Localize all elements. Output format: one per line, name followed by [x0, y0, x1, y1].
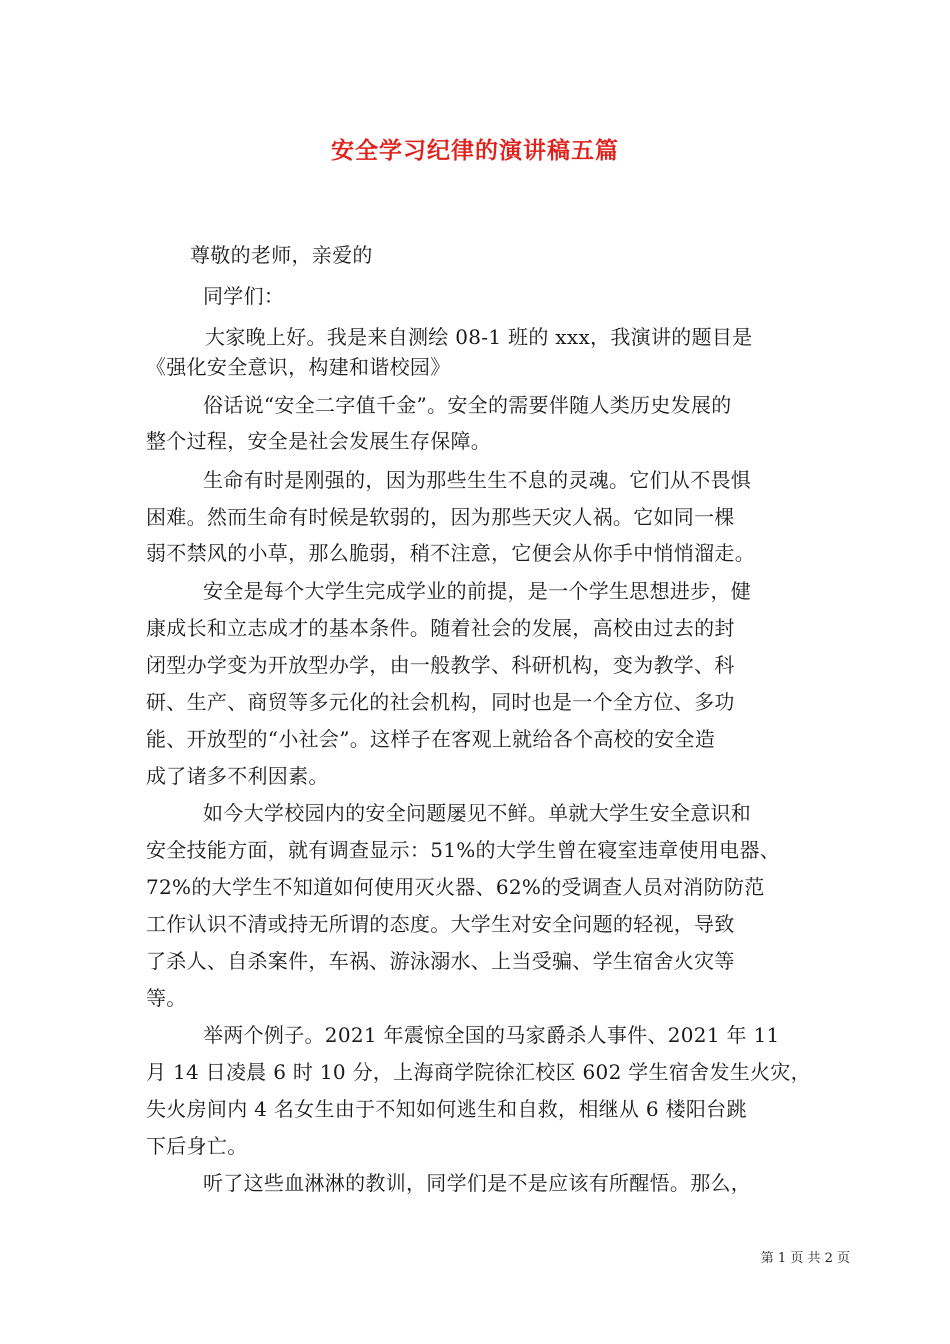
body-line: 安全技能方面，就有调查显示：51%的大学生曾在寝室违章使用电器、 — [146, 838, 781, 862]
body-line: 能、开放型的“小社会”。这样子在客观上就给各个高校的安全造 — [146, 727, 716, 751]
body-line: 了杀人、自杀案件，车祸、游泳溺水、上当受骗、学生宿舍火灾等 — [146, 949, 735, 973]
body-line: 康成长和立志成才的基本条件。随着社会的发展，高校由过去的封 — [146, 616, 735, 640]
document-title: 安全学习纪律的演讲稿五篇 — [331, 137, 619, 164]
body-line: 举两个例子。2021 年震惊全国的马家爵杀人事件、2021 年 11 — [203, 1023, 780, 1047]
body-line: 月 14 日凌晨 6 时 10 分，上海商学院徐汇校区 602 学生宿舍发生火灾， — [146, 1060, 811, 1084]
body-line: 听了这些血淋淋的教训，同学们是不是应该有所醒悟。那么， — [203, 1171, 752, 1195]
body-line: 闭型办学变为开放型办学，由一般教学、科研机构，变为教学、科 — [146, 653, 735, 677]
body-line: 成了诸多不利因素。 — [146, 764, 329, 788]
body-line: 弱不禁风的小草，那么脆弱，稍不注意，它便会从你手中悄悄溜走。 — [146, 541, 755, 565]
body-line: 尊敬的老师，亲爱的 — [190, 243, 373, 267]
body-line: 安全是每个大学生完成学业的前提，是一个学生思想进步，健 — [203, 579, 752, 603]
body-line: 《强化安全意识，构建和谐校园》 — [146, 355, 451, 379]
body-line: 等。 — [146, 986, 187, 1010]
body-line: 下后身亡。 — [146, 1134, 248, 1158]
body-line: 俗话说“安全二字值千金”。安全的需要伴随人类历史发展的 — [203, 393, 732, 417]
body-line: 困难。然而生命有时候是软弱的，因为那些天灾人祸。它如同一棵 — [146, 505, 735, 529]
page-number: 第 1 页 共 2 页 — [760, 1251, 850, 1266]
body-line: 生命有时是刚强的，因为那些生生不息的灵魂。它们从不畏惧 — [203, 468, 752, 492]
body-line: 大家晚上好。我是来自测绘 08-1 班的 xxx，我演讲的题目是 — [205, 325, 753, 349]
body-line: 整个过程，安全是社会发展生存保障。 — [146, 429, 492, 453]
body-line: 如今大学校园内的安全问题屡见不鲜。单就大学生安全意识和 — [203, 801, 752, 825]
body-line: 研、生产、商贸等多元化的社会机构，同时也是一个全方位、多功 — [146, 690, 735, 714]
body-line: 失火房间内 4 名女生由于不知如何逃生和自救，相继从 6 楼阳台跳 — [146, 1097, 747, 1121]
body-line: 同学们： — [203, 284, 285, 308]
body-line: 72%的大学生不知道如何使用灭火器、62%的受调查人员对消防防范 — [146, 875, 765, 899]
body-line: 工作认识不清或持无所谓的态度。大学生对安全问题的轻视，导致 — [146, 912, 735, 936]
